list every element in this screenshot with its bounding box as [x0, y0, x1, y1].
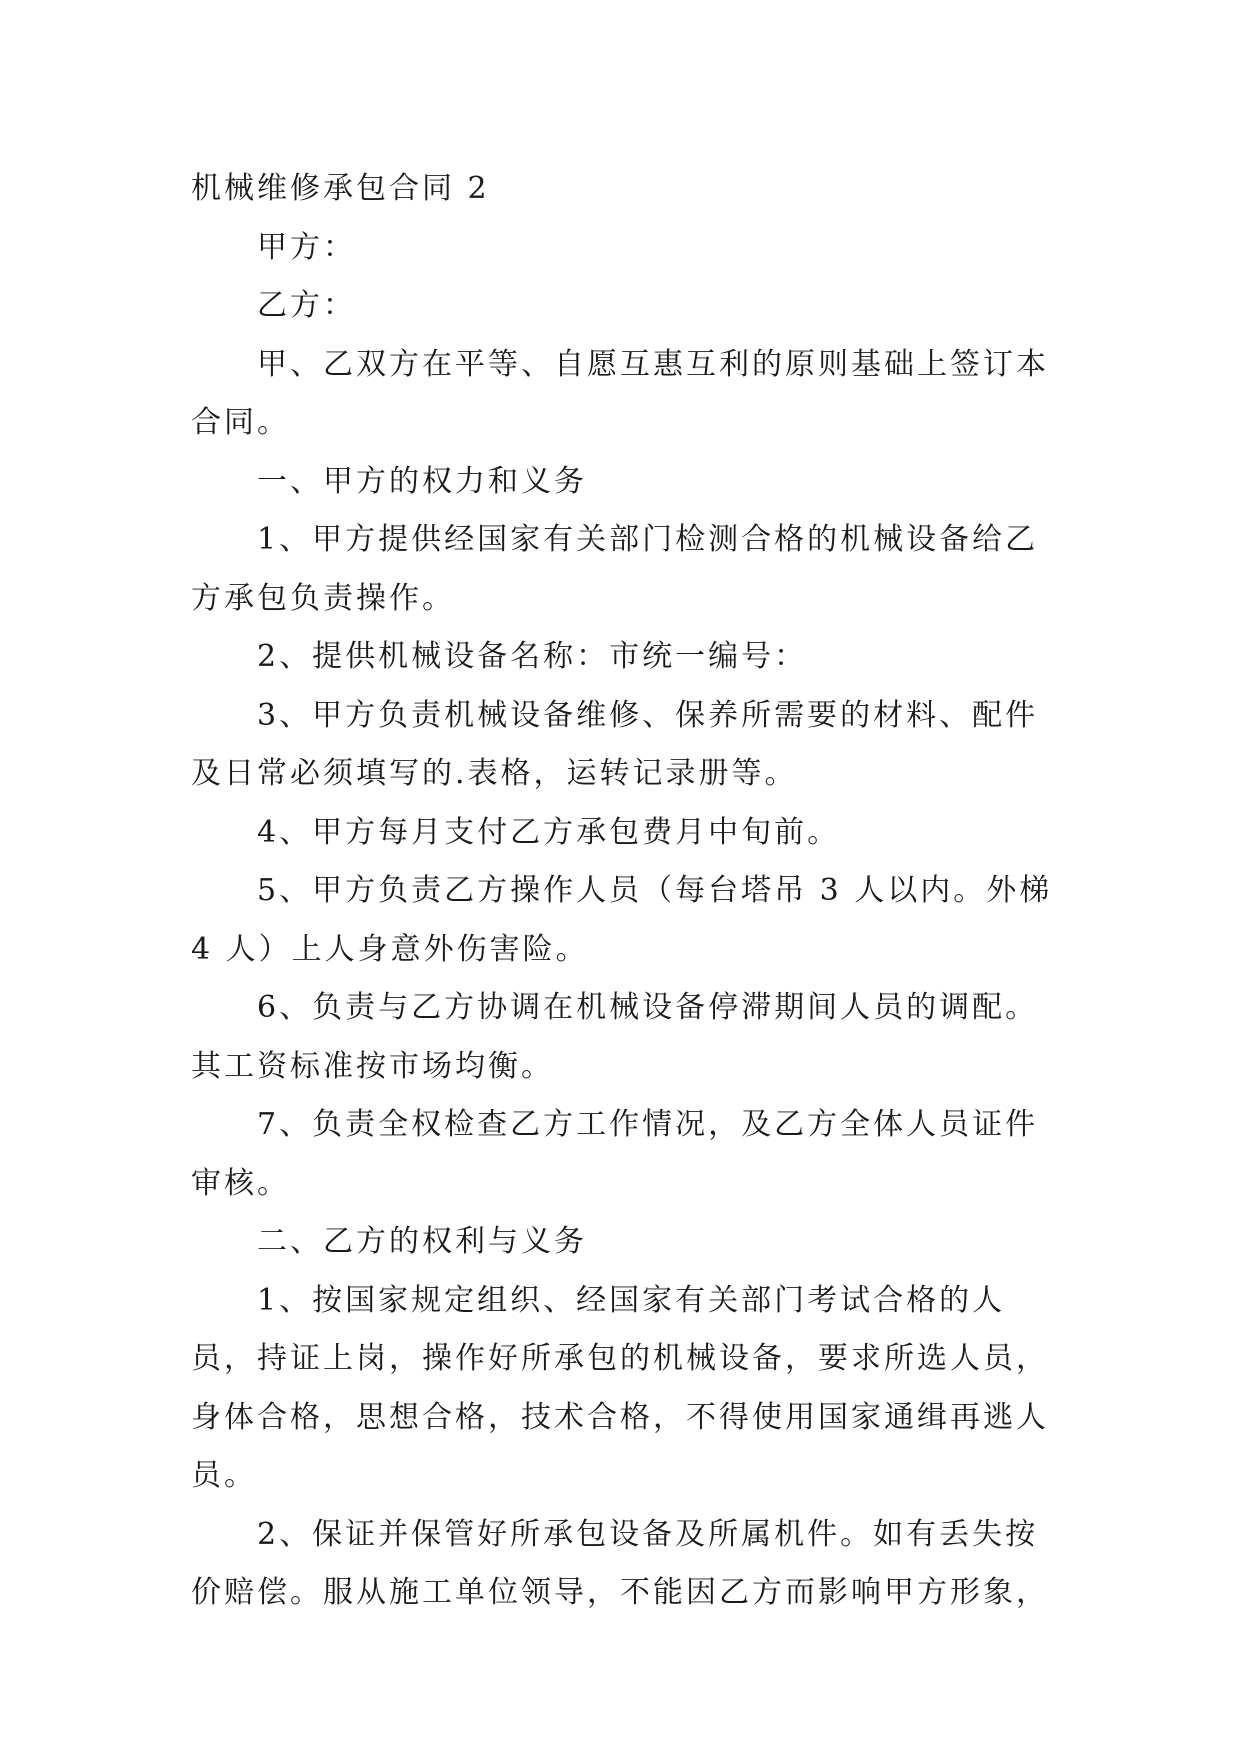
- clause-a5: 5、甲方负责乙方操作人员（每台塔吊 3 人以内。外梯 4 人）上人身意外伤害险。: [191, 873, 1053, 967]
- clause-a4: 4、甲方每月支付乙方承包费月中旬前。: [257, 814, 841, 850]
- document-body: [191, 160, 1063, 1623]
- clause-a7: 7、负责全权检查乙方工作情况，及乙方全体人员证件审核。: [191, 1107, 1039, 1201]
- party-b-line: 乙方：: [257, 288, 356, 323]
- clause-a2: 2、提供机械设备名称：市统一编号：: [257, 639, 808, 674]
- clause-a3: 3、甲方负责机械设备维修、保养所需要的材料、配件及日常必须填写的.表格，运转记录册等。: [191, 697, 1039, 791]
- clause-a6: 6、负责与乙方协调在机械设备停滞期间人员的调配。其工资标准按市场均衡。: [191, 990, 1039, 1084]
- document-title: 机械维修承包合同 2: [191, 171, 490, 206]
- section-heading-party-b: 二、乙方的权利与义务: [257, 1224, 587, 1259]
- party-a-line: 甲方：: [257, 229, 356, 265]
- preamble-paragraph: 甲、乙双方在平等、自愿互惠互利的原则基础上签订本合同。: [191, 346, 1049, 440]
- clause-a1: 1、甲方提供经国家有关部门检测合格的机械设备给乙方承包负责操作。: [191, 522, 1039, 616]
- clause-b1: 1、按国家规定组织、经国家有关部门考试合格的人员，持证上岗，操作好所承包的机械设备，要求所选人员，身体合格，思想合格，技术合格，不得使用国家通缉再逃人员。: [191, 1282, 1049, 1493]
- section-heading-party-a: 一、甲方的权力和义务: [257, 463, 587, 499]
- clause-b2: 2、保证并保管好所承包设备及所属机件。如有丢失按价赔偿。服从施工单位领导，不能因乙方而影响甲方形象，: [191, 1516, 1049, 1610]
